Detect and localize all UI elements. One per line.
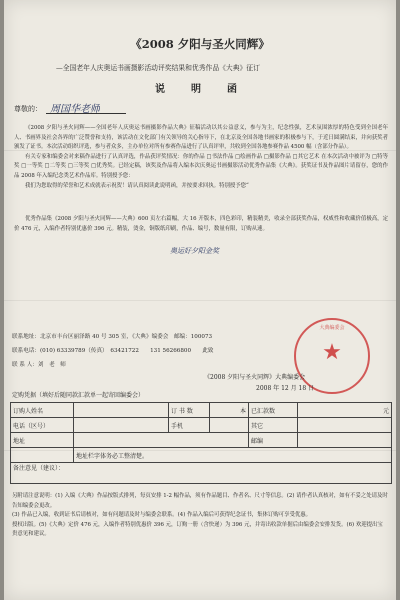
form-postcode-label: 邮编 bbox=[249, 433, 298, 448]
form-phone-field[interactable] bbox=[74, 418, 169, 433]
form-phone-label: 电话（区号） bbox=[11, 418, 74, 433]
contact-phone: 联系电话：(010) 63339789（传真） 63421722 131 56266800 此致 bbox=[12, 348, 214, 354]
note-3: 授权出版。(5)《大典》定价 476 元，入编作者特别优惠价 396 元，订购一册（含快递）为 396 元，并寄出收款单据后由编委会安排发货。(6) 欢迎提出宝贵意见和建议。 bbox=[12, 521, 383, 538]
recipient-underline bbox=[46, 113, 126, 114]
form-copies-label: 订 书 数 bbox=[169, 403, 210, 418]
supplementary-notes bbox=[12, 492, 388, 540]
handwritten-award-title: 奥运好夕阳金奖 bbox=[170, 247, 219, 255]
contact-address: 联系地址：北京市丰台区丽泽路 40 号 305 室，《大典》编委会 邮编：100073 bbox=[12, 334, 213, 340]
organizer-signature: 《2008 夕阳与圣火同辉》大典编委会 bbox=[204, 374, 306, 381]
document-title: 《2008 夕阳与圣火同辉》 bbox=[130, 37, 270, 51]
order-form bbox=[10, 402, 392, 484]
form-mobile-label: 手机 bbox=[169, 418, 210, 433]
body-paragraph-4: 优秀作品集《2008 夕阳与圣火同辉——大典》600 页左右篇幅，大 16 开版本，四色彩印，精装精美，收录全部获奖作品，权威性和收藏价值极高，定价 476 元，入编作者特别优惠价 396 元。精装，烫金，铜版纸印刷，作品、编号，数量有限，订购从速。 bbox=[14, 216, 388, 232]
form-address-note: 地址栏字体务必工整清楚。 bbox=[74, 448, 392, 463]
seal-ring-text: 大典编委会 bbox=[319, 325, 345, 331]
form-remark-label: 备注意见（建议）： bbox=[13, 465, 65, 472]
form-amount-label: 已汇款数 bbox=[249, 403, 298, 418]
form-mobile-field[interactable] bbox=[210, 418, 249, 433]
recipient-name-handwritten: 周国华老师 bbox=[50, 104, 100, 115]
form-address-field[interactable] bbox=[74, 433, 249, 448]
form-address-note-label bbox=[11, 448, 74, 463]
note-1: 另附请注意说明：(1) 入编《大典》作品按版式排列，每页安排 1-2 幅作品，须有作品题目、作者名、尺寸等信息。(2) 请作者认真核对，如有不妥之处请及时告知编委会更改。 bbox=[12, 493, 388, 509]
contact-person: 联 系 人：刘 老 师 bbox=[12, 362, 66, 368]
signature-date: 2008 年 12 月 18 日 bbox=[256, 385, 315, 392]
form-address-label: 地址 bbox=[11, 433, 74, 448]
form-other-field[interactable] bbox=[298, 418, 392, 433]
form-amount-field[interactable] bbox=[298, 403, 392, 418]
form-yuan: 元 bbox=[382, 407, 389, 415]
document-subtitle: —全国老年人庆奥运书画摄影活动评奖结果和优秀作品《大典》征订 bbox=[56, 64, 260, 72]
body-paragraph-3: 我们为您取得的荣誉和艺术成就表示祝贺！请认真阅读此说明函，并按要求回执。特别授予您“ bbox=[25, 182, 249, 189]
form-copies-field[interactable] bbox=[210, 403, 249, 418]
form-other-label: 其它 bbox=[249, 418, 298, 433]
letter-heading: 说 明 函 bbox=[155, 84, 245, 95]
note-2: (3) 作品已入编，收到证书后请核对，如有问题请及时与编委会联系。(4) 作品入编后可获得纪念证书，集体订购可享受优惠。 bbox=[12, 512, 312, 519]
form-name-label: 订购人姓名 bbox=[11, 403, 74, 418]
form-postcode-field[interactable] bbox=[298, 433, 392, 448]
body-paragraph-1: 《2008 夕阳与圣火同辉——全国老年人庆奥运书画摄影作品大典》征稿活动以其公益意义，参与为主，纪念性强，艺术氛围浓厚的特色受到全国老年人、书画界及社会各界的广泛赞誉和支持，该活动在文化部门有关领导的关心指导下，在北京及全国各地书画家的积极参与下，于近日圆满结束，并向获奖者颁发了证书。本次活动组织评选，参与者众多，主办单位对所有参赛作品进行了认真评审，共收到全国各地参赛作品 4500 幅（含部分作品）。 bbox=[14, 125, 388, 151]
recipient-label: 尊敬的： bbox=[14, 105, 42, 113]
body-paragraph-2: 有关专家和编委会对来稿作品进行了认真评选，作品获评奖情况：你的作品 □书法作品 □绘画作品 □摄影作品 □其它艺术 在本次活动中被评为 □特等奖 □一等奖 □二等奖 □三等奖 □优秀奖。已经定稿，该奖及作品将入编本次庆奥运书画摄影活动优秀作品集《大典》。获奖证书及作品图片请留存，您的作品 2008 年入编纪念类艺术作品库。特别授予您： bbox=[14, 153, 388, 179]
form-remark-field[interactable] bbox=[11, 463, 392, 484]
letter-body bbox=[14, 124, 388, 234]
seal-star-icon: ★ bbox=[322, 340, 342, 365]
order-form-heading: 定购凭据（填好后随同款汇款单一起寄回编委会） bbox=[12, 392, 145, 399]
form-name-field[interactable] bbox=[74, 403, 169, 418]
document-page bbox=[4, 0, 396, 600]
form-unit: 本 bbox=[239, 407, 246, 415]
